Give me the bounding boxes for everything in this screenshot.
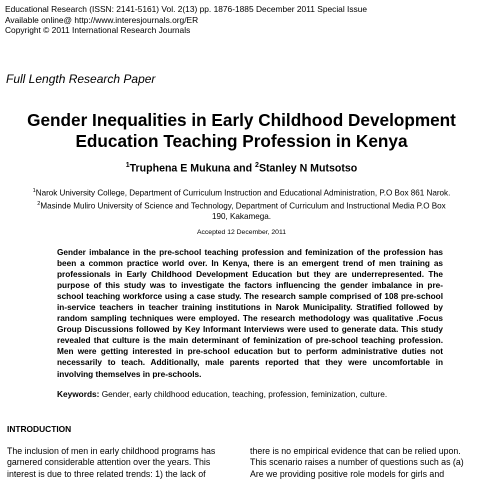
body-column-right bbox=[250, 446, 483, 480]
abstract: Gender imbalance in the pre-school teaching profession and feminization of the profession has been a common practice world over. In Kenya, there is an emergent trend of men training as professionals in Early Childhood Development Education but they are underrepresented. The purpose of this study was to investigate the factors influencing the gender imbalance in pre-school teaching workforce using a case study. The research sample comprised of 108 pre-school in-service teachers in teacher training institutions in Narok Municipality. Stratified followed by random sampling techniques were employed. The research methodology was qualitative .Focus Group Discussions followed by Key Informant Interviews were used to generate data. This study revealed that culture is the main determinant of feminization of pre-school teaching profession. Men were getting interested in pre-school education but to perform administrative duties not necessarily to teach. Additionally, male parents reported that they were uncomfortable in involving themselves in pre-schools. bbox=[57, 248, 443, 379]
journal-header bbox=[5, 4, 367, 36]
body-line: Are we providing positive role models for girls and bbox=[250, 468, 445, 479]
body-line: This scenario raises a number of questions such as (a) bbox=[250, 457, 464, 468]
author-1-marker: 1 bbox=[125, 162, 130, 169]
body-line: there is no empirical evidence that can be relied upon. bbox=[250, 446, 461, 456]
body-line: interest is due to three related trends: 1) the lack of bbox=[7, 468, 206, 479]
affiliation-2 bbox=[0, 199, 483, 212]
author-2: Stanley N Mutsotso bbox=[258, 162, 358, 175]
authors-conjunction: and bbox=[230, 162, 256, 175]
paper-title-line-2: Education Teaching Profession in Kenya bbox=[75, 131, 408, 151]
keywords-list: Gender, early childhood education, teaching, profession, feminization, culture. bbox=[99, 389, 388, 399]
journal-copyright: Copyright © 2011 International Research Journals bbox=[5, 25, 191, 35]
body-column-left bbox=[7, 446, 232, 480]
keywords bbox=[57, 389, 387, 399]
authors bbox=[0, 162, 483, 175]
affiliation-2-marker: 2 bbox=[37, 201, 41, 208]
keywords-label: Keywords: bbox=[57, 389, 100, 399]
journal-citation: Educational Research (ISSN: 2141-5161) Vol. 2(13) pp. 1876-1885 December 2011 Special Issue bbox=[5, 4, 368, 14]
paper-title-line-1: Gender Inequalities in Early Childhood Development bbox=[27, 110, 456, 130]
affiliation-1-text: Narok University College, Department of Curriculum Instruction and Educational Administration, P.O Box 861 Narok. bbox=[35, 188, 451, 198]
accepted-date: Accepted 12 December, 2011 bbox=[196, 229, 287, 236]
body-line: The inclusion of men in early childhood programs has bbox=[7, 446, 216, 456]
section-heading-introduction: INTRODUCTION bbox=[7, 424, 72, 434]
affiliation-2-continued: 190, Kakamega. bbox=[212, 212, 271, 222]
affiliations bbox=[0, 186, 483, 223]
body-line: garnered considerable attention over the years. This bbox=[7, 457, 211, 468]
author-2-marker: 2 bbox=[255, 162, 259, 169]
paper-title bbox=[0, 110, 483, 152]
affiliation-1-marker: 1 bbox=[32, 188, 36, 194]
paper-type: Full Length Research Paper bbox=[6, 72, 156, 86]
author-1: Truphena E Mukuna bbox=[129, 162, 231, 175]
affiliation-1 bbox=[0, 186, 483, 199]
affiliation-2-text: Masinde Muliro University of Science and Technology, Department of Curriculum and Instructional Media P.O Box bbox=[40, 201, 446, 211]
journal-url[interactable]: Available online@ http://www.interesjournals.org/ER bbox=[5, 14, 199, 25]
